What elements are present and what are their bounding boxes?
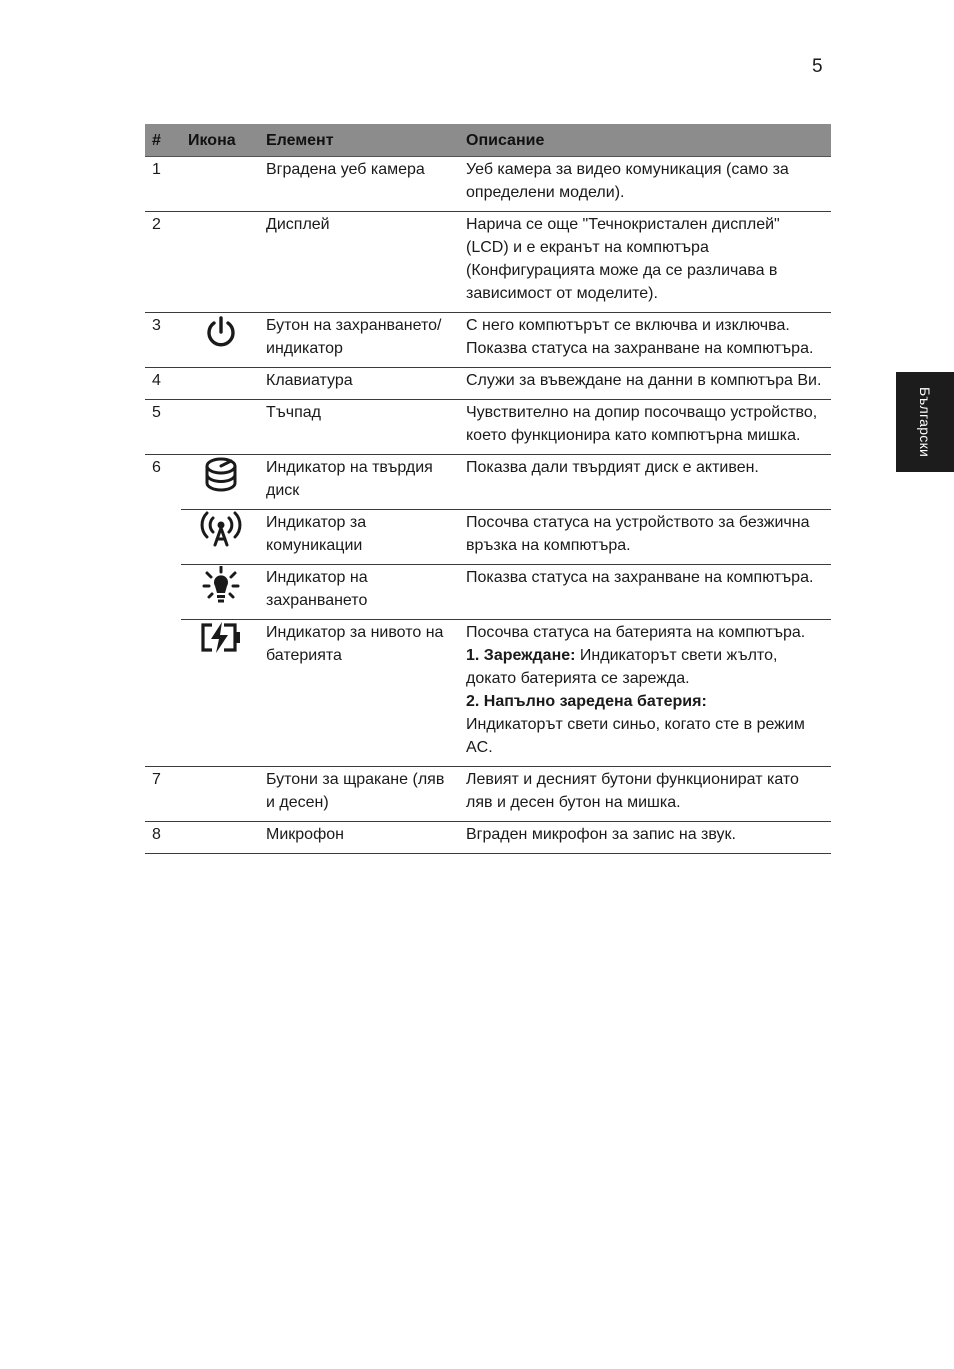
row-description: Нарича се още "Течнокристален дисплей" (LCD) и е екранът на компютъра (Конфигурацията може да се различава в зависимост от моделите).	[459, 212, 831, 313]
header-icon: Икона	[181, 124, 259, 157]
row-icon	[181, 313, 259, 368]
table-row	[145, 455, 831, 510]
row-icon-empty	[181, 157, 259, 212]
row-description: Уеб камера за видео комуникация (само за определени модели).	[459, 157, 831, 212]
table-row	[145, 510, 831, 565]
row-description: Показва дали твърдият диск е активен.	[459, 455, 831, 510]
row-num: 8	[145, 822, 181, 854]
battery-description: Посочва статуса на батерията на компютъра.	[466, 624, 806, 641]
power-icon	[203, 314, 239, 350]
row-icon-empty	[181, 767, 259, 822]
row-num: 3	[145, 313, 181, 368]
row-num: 5	[145, 400, 181, 455]
table-row	[145, 822, 831, 854]
row-icon	[181, 620, 259, 767]
row-num: 4	[145, 368, 181, 400]
row-element: Тъчпад	[259, 400, 459, 455]
row-icon-empty	[181, 368, 259, 400]
table-row	[145, 368, 831, 400]
power-indicator-icon	[201, 566, 241, 606]
wireless-icon	[199, 511, 243, 547]
battery-item1-text: Индикаторът свети жълто, докато батерията се зарежда.	[466, 647, 778, 687]
battery-icon	[198, 621, 244, 655]
table-row	[145, 565, 831, 620]
language-side-tab-label: Български	[917, 386, 933, 458]
row-icon	[181, 565, 259, 620]
header-description: Описание	[459, 124, 831, 157]
hdd-icon	[203, 456, 239, 494]
row-num: 6	[145, 455, 181, 767]
table-row	[145, 157, 831, 212]
header-element: Елемент	[259, 124, 459, 157]
language-side-tab	[896, 372, 954, 472]
row-element: Микрофон	[259, 822, 459, 854]
row-element: Индикатор на захранването	[259, 565, 459, 620]
row-description: Вграден микрофон за запис на звук.	[459, 822, 831, 854]
row-element: Индикатор на твърдия диск	[259, 455, 459, 510]
row-description-battery	[459, 620, 831, 767]
row-icon	[181, 455, 259, 510]
row-element: Бутон на захранването/ индикатор	[259, 313, 459, 368]
row-icon	[181, 510, 259, 565]
battery-item1-label: 1. Зареждане:	[466, 647, 576, 664]
component-table	[145, 124, 831, 854]
row-element: Бутони за щракане (ляв и десен)	[259, 767, 459, 822]
header-num: #	[145, 124, 181, 157]
row-num: 2	[145, 212, 181, 313]
row-description: Чувствително на допир посочващо устройство, което функционира като компютърна мишка.	[459, 400, 831, 455]
page-number: 5	[812, 56, 823, 77]
row-description: Посочва статуса на устройството за безжична връзка на компютъра.	[459, 510, 831, 565]
table-row	[145, 767, 831, 822]
table-header-row	[145, 124, 831, 157]
row-element: Индикатор за комуникации	[259, 510, 459, 565]
row-element: Клавиатура	[259, 368, 459, 400]
row-description: Служи за въвеждане на данни в компютъра Ви.	[459, 368, 831, 400]
row-num: 7	[145, 767, 181, 822]
row-icon-empty	[181, 400, 259, 455]
row-element: Дисплей	[259, 212, 459, 313]
row-num: 1	[145, 157, 181, 212]
row-description: Показва статуса на захранване на компютъра.	[459, 565, 831, 620]
table-row	[145, 620, 831, 767]
table-row	[145, 212, 831, 313]
battery-item2-label: 2. Напълно заредена батерия:	[466, 693, 707, 710]
row-element: Индикатор за нивото на батерията	[259, 620, 459, 767]
row-description: Левият и десният бутони функционират като ляв и десен бутон на мишка.	[459, 767, 831, 822]
table-row	[145, 400, 831, 455]
table-row	[145, 313, 831, 368]
row-element: Вградена уеб камера	[259, 157, 459, 212]
row-description: С него компютърът се включва и изключва. Показва статуса на захранване на компютъра.	[459, 313, 831, 368]
battery-item2-text: Индикаторът свети синьо, когато сте в режим AC.	[466, 716, 805, 756]
row-icon-empty	[181, 212, 259, 313]
row-icon-empty	[181, 822, 259, 854]
